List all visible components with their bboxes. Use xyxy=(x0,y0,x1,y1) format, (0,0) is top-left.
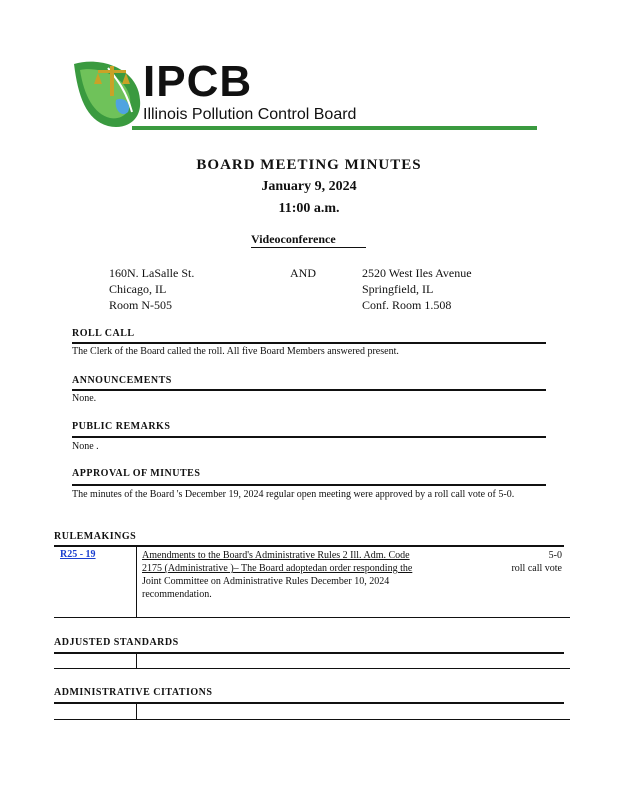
announcements-text: None. xyxy=(72,393,97,404)
rulemakings-heading: RULEMAKINGS xyxy=(54,531,137,542)
table-divider xyxy=(136,547,137,617)
description-line-part: 2175 (Administrative )– The Board adoptedan order responding the xyxy=(142,563,413,574)
vote-result xyxy=(472,549,562,575)
table-bottom-rule xyxy=(54,617,570,618)
adjusted-standards-heading: ADJUSTED STANDARDS xyxy=(54,637,179,648)
page-title: BOARD MEETING MINUTES xyxy=(196,157,422,173)
address-line: Conf. Room 1.508 xyxy=(362,298,452,312)
description-line: recommendation. xyxy=(142,589,212,600)
address-springfield xyxy=(362,265,472,313)
table-divider xyxy=(136,654,137,668)
table-bottom-rule xyxy=(54,668,570,669)
section-rule xyxy=(54,652,564,654)
address-line: 2520 West Iles Avenue xyxy=(362,266,472,280)
approval-heading: APPROVAL OF MINUTES xyxy=(72,468,201,479)
roll-call-heading: ROLL CALL xyxy=(72,328,135,339)
logo-subtitle: Illinois Pollution Control Board xyxy=(143,106,357,123)
administrative-citations-heading: ADMINISTRATIVE CITATIONS xyxy=(54,687,213,698)
logo-underline xyxy=(132,126,537,130)
address-chicago xyxy=(109,265,194,313)
public-remarks-heading: PUBLIC REMARKS xyxy=(72,421,171,432)
docket-link[interactable]: R25 - 19 xyxy=(60,549,96,560)
vote-count: 5-0 xyxy=(548,550,562,561)
leaf-scales-icon xyxy=(70,56,146,132)
public-remarks-text: None . xyxy=(72,441,99,452)
section-rule xyxy=(54,545,564,547)
venue-underline xyxy=(251,247,366,248)
address-line: Springfield, IL xyxy=(362,282,434,296)
address-line: Room N-505 xyxy=(109,298,172,312)
description-line: Amendments to the Board's Administrative Rules 2 Ill. Adm. Code xyxy=(142,550,410,561)
roll-call-text: The Clerk of the Board called the roll. All five Board Members answered present. xyxy=(72,346,399,357)
description-line xyxy=(142,562,462,575)
section-rule xyxy=(54,702,564,704)
section-rule xyxy=(72,389,546,391)
section-rule xyxy=(72,436,546,438)
meeting-venue: Videoconference xyxy=(251,232,336,246)
table-divider xyxy=(136,704,137,719)
address-connector: AND xyxy=(290,266,316,280)
section-rule xyxy=(72,342,546,344)
announcements-heading: ANNOUNCEMENTS xyxy=(72,375,172,386)
approval-text: The minutes of the Board 's December 19, 2024 regular open meeting were approved by a roll call vote of 5-0. xyxy=(72,489,515,500)
rulemaking-description xyxy=(142,549,462,601)
section-rule xyxy=(72,484,546,486)
logo-wordmark: IPCB xyxy=(143,57,253,106)
meeting-date: January 9, 2024 xyxy=(261,179,357,194)
table-bottom-rule xyxy=(54,719,570,720)
description-line: Joint Committee on Administrative Rules December 10, 2024 xyxy=(142,576,390,587)
address-line: 160N. LaSalle St. xyxy=(109,266,195,280)
address-line: Chicago, IL xyxy=(109,282,167,296)
meeting-time: 11:00 a.m. xyxy=(278,201,340,216)
vote-type: roll call vote xyxy=(511,563,562,574)
